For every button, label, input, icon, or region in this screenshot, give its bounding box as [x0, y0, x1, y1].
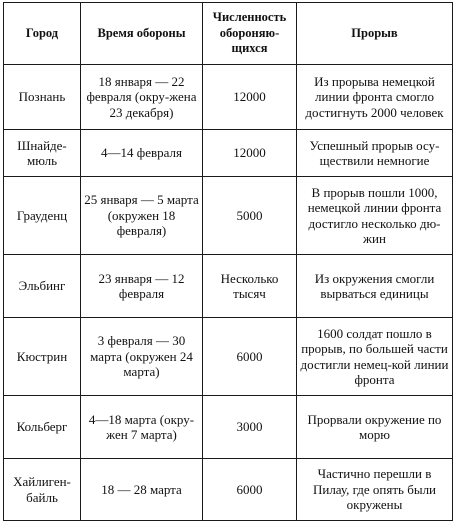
table-row — [4, 65, 453, 130]
table-row — [4, 255, 453, 318]
breakout-cell: Успешный прорыв осу-ществили немногие — [297, 130, 453, 177]
table-row — [4, 130, 453, 177]
city-cell: Познань — [4, 65, 81, 130]
period-cell: 4—18 марта (окру-жен 7 марта) — [81, 396, 203, 459]
header-city: Город — [4, 3, 81, 65]
period-cell: 25 января — 5 марта (окружен 18 февраля) — [81, 177, 203, 255]
table-row — [4, 318, 453, 396]
city-cell: Хайлиген-байль — [4, 459, 81, 521]
city-cell: Кюстрин — [4, 318, 81, 396]
breakout-cell: Из прорыва немецкой линии фронта смогло достигнуть 2000 человек — [297, 65, 453, 130]
header-row — [4, 3, 453, 65]
table-row — [4, 177, 453, 255]
period-cell: 18 января — 22 февраля (окру-жена 23 декабря) — [81, 65, 203, 130]
header-defender-strength: Численность обороняю-щихся — [203, 3, 297, 65]
strength-cell: 6000 — [203, 459, 297, 521]
city-cell: Эльбинг — [4, 255, 81, 318]
breakout-cell: Прорвали окружение по морю — [297, 396, 453, 459]
header-defense-period: Время обороны — [81, 3, 203, 65]
city-cell: Шнайде-мюль — [4, 130, 81, 177]
header-breakout: Прорыв — [297, 3, 453, 65]
fortress-table — [3, 2, 453, 521]
strength-cell: 6000 — [203, 318, 297, 396]
breakout-cell: В прорыв пошли 1000, немецкой линии фронта достигло несколько дю-жин — [297, 177, 453, 255]
table-row — [4, 459, 453, 521]
breakout-cell: 1600 солдат пошло в прорыв, по большей части достигли немец-кой линии фронта — [297, 318, 453, 396]
strength-cell: 12000 — [203, 65, 297, 130]
city-cell: Грауденц — [4, 177, 81, 255]
breakout-cell: Частично перешли в Пилау, где опять были окружены — [297, 459, 453, 521]
table-row — [4, 396, 453, 459]
period-cell: 18 — 28 марта — [81, 459, 203, 521]
period-cell: 4—14 февраля — [81, 130, 203, 177]
city-cell: Кольберг — [4, 396, 81, 459]
period-cell: 3 февраля — 30 марта (окружен 24 марта) — [81, 318, 203, 396]
strength-cell: 3000 — [203, 396, 297, 459]
strength-cell: 5000 — [203, 177, 297, 255]
strength-cell: 12000 — [203, 130, 297, 177]
period-cell: 23 января — 12 февраля — [81, 255, 203, 318]
strength-cell: Несколько тысяч — [203, 255, 297, 318]
breakout-cell: Из окружения смогли вырваться единицы — [297, 255, 453, 318]
